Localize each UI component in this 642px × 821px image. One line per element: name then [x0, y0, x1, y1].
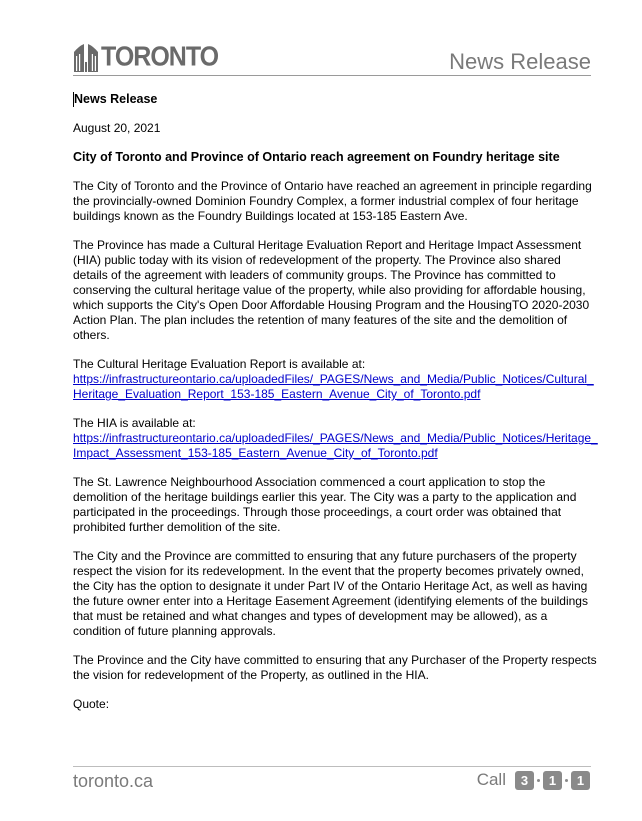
digit-separator: [565, 779, 568, 782]
footer-site: toronto.ca: [73, 771, 154, 791]
city-hall-icon: [73, 42, 99, 72]
release-body: [73, 92, 598, 726]
paragraph-report-link: [73, 357, 598, 402]
paragraph-hia-public: The Province has made a Cultural Heritage Evaluation Report and Heritage Impact Assessment (HIA) public today with its vision of redevelopment of the property. The Province also shared details of the agreement with leaders of community groups. The Province has committed to conserving the cultural heritage value of the property, while also providing for affordable housing, which supports the City's Open Door Affordable Housing Program and the HousingTO 2020-2030 Action Plan. The plan includes the retention of many features of the site and the demolition of others.: [73, 238, 590, 342]
paragraph-court-application: The St. Lawrence Neighbourhood Association commenced a court application to stop the demolition of the heritage buildings earlier this year. The City was a party to the application and participated in the proceedings. Through those proceedings, a court order was obtained that prohibited further demolition of the site.: [73, 475, 577, 534]
toronto-logo: [73, 38, 218, 72]
paragraph-commitment: The Province and the City have committed to ensuring that any Purchaser of the Property respects the vision for redevelopment of the Property, as outlined in the HIA.: [73, 653, 597, 682]
quote-label: Quote:: [73, 697, 110, 711]
release-kicker: News Release: [73, 92, 598, 107]
call-digit: 1: [543, 771, 562, 790]
page-header: [73, 36, 591, 76]
paragraph-agreement: The City of Toronto and the Province of Ontario have reached an agreement in principle regarding the provincially-owned Dominion Foundry Complex, a former industrial complex of four heritage buildings known as the Foundry Buildings located at 153-185 Eastern Ave.: [73, 179, 592, 223]
release-headline: City of Toronto and Province of Ontario reach agreement on Foundry heritage site: [73, 150, 560, 164]
hia-intro: The HIA is available at:: [73, 416, 196, 430]
report-intro: The Cultural Heritage Evaluation Report is available at:: [73, 357, 366, 371]
paragraph-future-purchasers: The City and the Province are committed to ensuring that any future purchasers of the property respect the vision for its redevelopment. In the event that the property becomes privately owned, the City has the option to designate it under Part IV of the Ontario Heritage Act, as well as having the future owner enter into a Heritage Easement Agreement (identifying elements of the buildings that must be retained and what changes and types of development may be allowed), as a condition of future planning approvals.: [73, 549, 588, 638]
call-label: Call: [476, 770, 506, 789]
header-divider: [73, 75, 591, 76]
release-date: August 20, 2021: [73, 121, 161, 135]
digit-separator: [537, 779, 540, 782]
call-digit: 3: [515, 771, 534, 790]
footer-call-311: [477, 770, 590, 790]
hia-link[interactable]: https://infrastructureontario.ca/uploadedFiles/_PAGES/News_and_Media/Public_Notices/Heritage_Impact_Assessment_153-185_Eastern_Avenue_City_of_Toronto.pdf: [73, 431, 598, 460]
call-digit: 1: [571, 771, 590, 790]
logo-wordmark: TORONTO: [101, 41, 219, 72]
footer-divider: [73, 766, 591, 767]
report-link[interactable]: https://infrastructureontario.ca/uploadedFiles/_PAGES/News_and_Media/Public_Notices/Cultural_Heritage_Evaluation_Report_153-185_Eastern_Avenue_City_of_Toronto.pdf: [73, 372, 594, 401]
header-release-title: News Release: [449, 49, 591, 74]
paragraph-hia-link: [73, 416, 598, 461]
